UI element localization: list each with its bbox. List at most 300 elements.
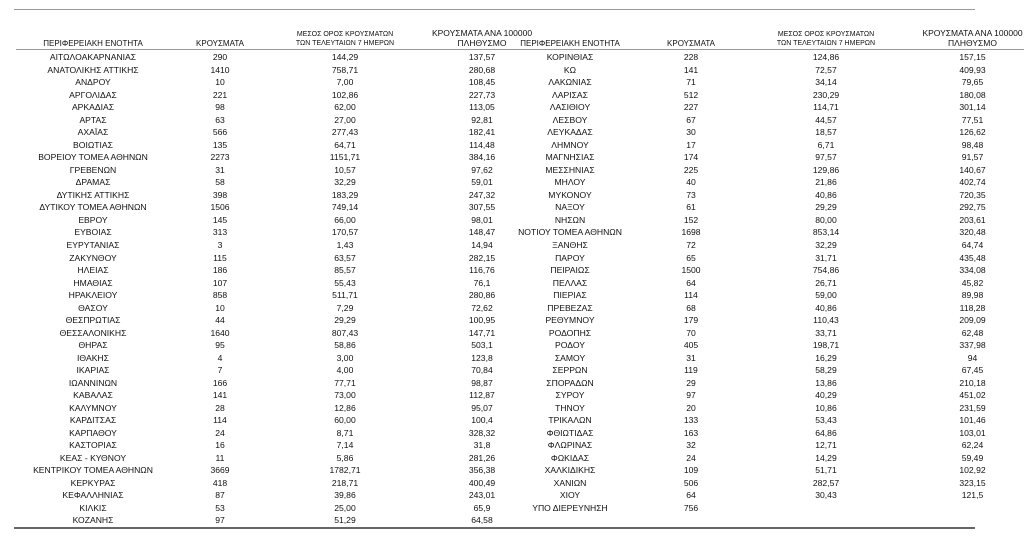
avg7-cell: 18,57: [815, 127, 837, 138]
table-row: [500, 251, 1024, 264]
avg7-cell: 758,71: [331, 64, 359, 75]
region-cell: ΕΥΡΥΤΑΝΙΑΣ: [66, 239, 120, 250]
region-cell: ΦΛΩΡΙΝΑΣ: [547, 440, 593, 451]
table-row: [500, 351, 1024, 364]
region-cell: ΒΟΙΩΤΙΑΣ: [73, 139, 113, 150]
cases-header: ΚΡΟΥΣΜΑΤΑ: [196, 39, 244, 48]
table-row: [500, 401, 1024, 414]
cases-cell: 115: [213, 252, 227, 263]
per100k-cell: 140,67: [959, 164, 986, 175]
per100k-cell: 227,73: [468, 89, 496, 100]
region-cell: ΚΑΒΑΛΑΣ: [73, 390, 113, 401]
cases-cell: 1410: [210, 64, 230, 75]
table-row: [16, 439, 544, 452]
region-cell: ΜΕΣΣΗΝΙΑΣ: [545, 164, 595, 175]
table-row: [16, 276, 544, 289]
region-cell: ΗΜΑΘΙΑΣ: [73, 277, 113, 288]
per100k-cell: 76,1: [473, 277, 491, 288]
cases-cell: 71: [686, 77, 696, 88]
table-row: [16, 164, 544, 177]
table-row: [16, 101, 544, 114]
avg7-cell: 64,71: [334, 139, 356, 150]
per100k-cell: 503,1: [471, 340, 493, 351]
avg7-cell: 64,86: [815, 427, 837, 438]
avg7-cell: 40,86: [815, 189, 837, 200]
table-row: [16, 201, 544, 214]
avg7-cell: 53,43: [815, 415, 837, 426]
avg7-cell: 26,71: [815, 277, 837, 288]
table-row: [16, 189, 544, 202]
avg7-cell: 110,43: [813, 315, 839, 326]
per100k-cell: 113,05: [469, 102, 495, 113]
cases-cell: 11: [215, 452, 225, 463]
cases-cell: 109: [683, 465, 699, 476]
per100k-header: [910, 29, 1024, 48]
table-row: [500, 326, 1024, 339]
cases-cell: 145: [212, 214, 228, 225]
region-cell: ΛΑΚΩΝΙΑΣ: [548, 77, 592, 88]
per100k-cell: 65,9: [473, 502, 491, 513]
avg7-cell: 40,29: [815, 390, 837, 401]
table-row: [500, 126, 1024, 139]
table-row: [500, 502, 1024, 515]
table-row: [500, 439, 1024, 452]
region-cell: ΝΗΣΩΝ: [554, 214, 586, 225]
table-row: [16, 226, 544, 239]
per100k-cell: 356,38: [468, 465, 496, 476]
avg7-cell: 5,86: [336, 452, 354, 463]
avg7-cell: 40,86: [815, 302, 837, 313]
cases-cell: 64: [686, 277, 696, 288]
avg7-cell: 51,29: [334, 515, 356, 526]
table-row: [500, 76, 1024, 89]
region-cell: ΛΕΥΚΑΔΑΣ: [547, 127, 593, 138]
cases-cell: 141: [683, 64, 699, 75]
region-cell: ΚΟΖΑΝΗΣ: [72, 515, 114, 526]
table-row: [500, 189, 1024, 202]
region-cell: ΣΠΟΡΑΔΩΝ: [546, 377, 594, 388]
cases-cell: 68: [686, 302, 696, 313]
region-cell: ΕΥΒΟΙΑΣ: [74, 227, 112, 238]
per100k-cell: 101,46: [959, 415, 986, 426]
cases-cell: 3669: [210, 465, 230, 476]
region-cell: ΔΥΤΙΚΟΥ ΤΟΜΕΑ ΑΘΗΝΩΝ: [39, 202, 147, 213]
per100k-cell: 14,94: [471, 239, 493, 250]
table-row: [16, 214, 544, 227]
per100k-cell: 89,98: [961, 290, 984, 301]
cases-cell: 30: [686, 127, 696, 138]
avg7-cell: 31,71: [815, 252, 837, 263]
region-cell: ΣΕΡΡΩΝ: [552, 365, 588, 376]
table-row: [16, 502, 544, 515]
table-row: [16, 314, 544, 327]
avg7-cell: 282,57: [812, 477, 840, 488]
per100k-cell: 334,08: [959, 265, 986, 276]
left-rows: [16, 51, 544, 527]
table-row: [500, 89, 1024, 102]
per100k-cell: 112,87: [469, 390, 495, 401]
per100k-cell: 98,87: [471, 377, 493, 388]
cases-cell: 119: [684, 365, 698, 376]
table-row: [500, 289, 1024, 302]
cases-cell: 70: [686, 327, 696, 338]
per100k-cell: 137,57: [468, 52, 496, 63]
region-cell: ΚΑΣΤΟΡΙΑΣ: [69, 440, 117, 451]
table-row: [500, 276, 1024, 289]
region-cell: ΚΙΛΚΙΣ: [79, 502, 107, 513]
per100k-cell: 79,65: [961, 77, 984, 88]
per100k-cell: 77,51: [961, 114, 984, 125]
table-row: [500, 314, 1024, 327]
region-cell: ΙΩΑΝΝΙΝΩΝ: [68, 377, 118, 388]
cases-cell: 17: [686, 139, 696, 150]
region-cell: ΡΟΔΟΠΗΣ: [548, 327, 592, 338]
avg7-cell: 73,00: [334, 390, 356, 401]
per100k-cell: 72,62: [471, 302, 493, 313]
region-cell: ΛΑΡΙΣΑΣ: [552, 89, 588, 100]
avg7-cell: 749,14: [331, 202, 359, 213]
cases-cell: 506: [683, 477, 699, 488]
cases-cell: 44: [215, 315, 225, 326]
per100k-cell: 337,98: [959, 340, 986, 351]
avg7-cell: 807,43: [331, 327, 359, 338]
cases-cell: 133: [683, 415, 699, 426]
right-rows: [500, 51, 1024, 514]
cases-cell: 31: [686, 352, 696, 363]
per100k-cell: 98,01: [471, 214, 493, 225]
per100k-header-line1: ΚΡΟΥΣΜΑΤΑ ΑΝΑ 100000: [431, 28, 533, 38]
per100k-cell: 384,16: [468, 152, 496, 163]
cases-cell: 1506: [210, 202, 230, 213]
region-cell: ΑΡΚΑΔΙΑΣ: [71, 102, 115, 113]
region-cell: ΑΡΓΟΛΙΔΑΣ: [69, 89, 117, 100]
region-cell: ΧΑΛΚΙΔΙΚΗΣ: [544, 465, 596, 476]
avg7-cell: 6,71: [817, 139, 835, 150]
cases-cell: 16: [215, 440, 225, 451]
right-table-header: [500, 22, 1024, 48]
avg7-header-line1: ΜΕΣΟΣ ΟΡΟΣ ΚΡΟΥΣΜΑΤΩΝ: [777, 31, 875, 38]
per100k-cell: 123,8: [471, 352, 493, 363]
cases-cell: 53: [215, 502, 225, 513]
per100k-cell: 231,59: [959, 402, 986, 413]
avg7-cell: 853,14: [812, 227, 840, 238]
region-cell: ΑΡΤΑΣ: [79, 114, 107, 125]
avg7-cell: 3,00: [336, 352, 354, 363]
region-cell: ΒΟΡΕΙΟΥ ΤΟΜΕΑ ΑΘΗΝΩΝ: [38, 152, 148, 163]
cases-cell: 405: [683, 340, 699, 351]
region-cell: ΘΕΣΣΑΛΟΝΙΚΗΣ: [59, 327, 127, 338]
avg7-header: [270, 31, 420, 48]
region-cell: ΜΗΛΟΥ: [554, 177, 586, 188]
cases-cell: 10: [215, 302, 225, 313]
region-cell: ΘΑΣΟΥ: [78, 302, 108, 313]
avg7-cell: 16,29: [815, 352, 837, 363]
table-row: [500, 264, 1024, 277]
per100k-cell: 70,84: [471, 365, 493, 376]
per100k-cell: 92,81: [471, 114, 493, 125]
avg7-cell: 7,00: [336, 77, 354, 88]
cases-cell: 166: [212, 377, 228, 388]
region-cell: ΕΒΡΟΥ: [78, 214, 108, 225]
avg7-cell: 62,00: [334, 102, 356, 113]
region-cell: ΑΙΤΩΛΟΑΚΑΡΝΑΝΙΑΣ: [49, 52, 137, 63]
table-row: [16, 351, 544, 364]
avg7-cell: 10,86: [815, 402, 837, 413]
cases-cell: 95: [215, 340, 225, 351]
table-row: [16, 326, 544, 339]
avg7-cell: 183,29: [331, 189, 359, 200]
per100k-cell: 157,15: [959, 52, 986, 63]
table-row: [500, 151, 1024, 164]
avg7-cell: 13,86: [815, 377, 837, 388]
table-row: [16, 289, 544, 302]
per100k-cell: 98,48: [961, 139, 984, 150]
per100k-cell: 102,92: [959, 465, 986, 476]
avg7-cell: 124,86: [812, 52, 840, 63]
avg7-cell: 12,86: [334, 402, 356, 413]
avg7-cell: 59,00: [815, 290, 837, 301]
avg7-cell: 14,29: [815, 452, 837, 463]
per100k-cell: 95,07: [471, 402, 493, 413]
table-row: [16, 414, 544, 427]
region-cell: ΚΑΡΠΑΘΟΥ: [69, 427, 117, 438]
avg7-cell: 72,57: [815, 64, 837, 75]
avg7-cell: 8,71: [336, 427, 354, 438]
cases-cell: 67: [686, 114, 696, 125]
region-cell: ΛΑΣΙΘΙΟΥ: [549, 102, 591, 113]
table-row: [500, 489, 1024, 502]
region-cell: ΑΝΔΡΟΥ: [75, 77, 111, 88]
per100k-cell: 118,28: [959, 302, 986, 313]
per100k-cell: 292,75: [959, 202, 986, 213]
cases-cell: 566: [212, 127, 228, 138]
per100k-cell: 64,74: [961, 239, 984, 250]
per100k-cell: 126,62: [959, 127, 986, 138]
table-row: [16, 64, 544, 77]
per100k-cell: 100,95: [468, 315, 496, 326]
avg7-header-line1: ΜΕΣΟΣ ΟΡΟΣ ΚΡΟΥΣΜΑΤΩΝ: [296, 31, 394, 38]
region-cell: ΦΘΙΩΤΙΔΑΣ: [546, 427, 594, 438]
region-cell: ΝΟΤΙΟΥ ΤΟΜΕΑ ΑΘΗΝΩΝ: [518, 227, 622, 238]
per100k-cell: 59,01: [471, 177, 493, 188]
right-table: [500, 22, 1024, 514]
table-row: [16, 251, 544, 264]
left-table-header: [16, 22, 544, 48]
cases-cell: 114: [684, 290, 698, 301]
top-rule: [14, 9, 975, 10]
region-cell: ΝΑΞΟΥ: [555, 202, 585, 213]
table-row: [16, 364, 544, 377]
region-cell: ΠΕΛΛΑΣ: [552, 277, 588, 288]
avg7-cell: 511,71: [332, 290, 358, 301]
region-cell: ΑΧΑΪΑΣ: [77, 127, 109, 138]
region-cell: ΛΕΣΒΟΥ: [552, 114, 588, 125]
avg7-cell: 97,57: [815, 152, 837, 163]
table-row: [16, 239, 544, 252]
table-row: [500, 376, 1024, 389]
cases-cell: 97: [215, 515, 225, 526]
table-row: [500, 364, 1024, 377]
per100k-cell: 203,61: [959, 214, 986, 225]
cases-cell: 179: [683, 315, 699, 326]
per100k-cell: 280,86: [468, 290, 496, 301]
cases-cell: 313: [212, 227, 228, 238]
avg7-cell: 7,29: [336, 302, 354, 313]
region-cell: ΔΥΤΙΚΗΣ ΑΤΤΙΚΗΣ: [56, 189, 130, 200]
avg7-cell: 7,14: [336, 440, 354, 451]
table-row: [500, 414, 1024, 427]
avg7-cell: 144,29: [331, 52, 359, 63]
cases-cell: 10: [215, 77, 225, 88]
table-row: [500, 176, 1024, 189]
cases-cell: 225: [683, 164, 699, 175]
cases-cell: 228: [683, 52, 699, 63]
avg7-cell: 21,86: [815, 177, 837, 188]
avg7-cell: 102,86: [331, 89, 359, 100]
cases-cell: 64: [686, 490, 696, 501]
per100k-cell: 451,02: [959, 390, 986, 401]
avg7-cell: 30,43: [815, 490, 837, 501]
per100k-cell: 328,32: [468, 427, 496, 438]
table-row: [16, 452, 544, 465]
table-row: [16, 114, 544, 127]
cases-cell: 4: [217, 352, 223, 363]
avg7-cell: 58,29: [815, 365, 837, 376]
avg7-cell: 114,71: [813, 102, 839, 113]
region-cell: ΡΕΘΥΜΝΟΥ: [545, 315, 595, 326]
region-header: ΠΕΡΙΦΕΡΕΙΑΚΗ ΕΝΟΤΗΤΑ: [520, 39, 620, 48]
region-cell: ΣΥΡΟΥ: [555, 390, 585, 401]
region-cell: ΤΗΝΟΥ: [555, 402, 585, 413]
cases-cell: 31: [215, 164, 225, 175]
per100k-cell: 62,24: [961, 440, 984, 451]
per100k-cell: 409,93: [959, 64, 986, 75]
header-underline: [500, 49, 1024, 50]
avg7-cell: 1,43: [336, 239, 354, 250]
table-row: [16, 126, 544, 139]
cases-cell: 174: [683, 152, 699, 163]
per100k-cell: 209,09: [959, 315, 986, 326]
per100k-cell: 116,76: [469, 265, 495, 276]
cases-cell: 398: [212, 189, 228, 200]
cases-cell: 29: [686, 377, 696, 388]
per100k-cell: 281,26: [468, 452, 496, 463]
avg7-header-line2: ΤΩΝ ΤΕΛΕΥΤΑΙΩΝ 7 ΗΜΕΡΩΝ: [295, 39, 395, 47]
region-cell: ΘΗΡΑΣ: [78, 340, 108, 351]
region-cell: ΚΟΡΙΝΘΙΑΣ: [546, 52, 594, 63]
avg7-cell: 63,57: [334, 252, 356, 263]
region-cell: ΜΥΚΟΝΟΥ: [548, 189, 592, 200]
cases-cell: 418: [212, 477, 228, 488]
cases-cell: 2273: [210, 152, 230, 163]
per100k-cell: 402,74: [959, 177, 986, 188]
table-row: [16, 514, 544, 527]
cases-cell: 20: [686, 402, 696, 413]
table-row: [16, 389, 544, 402]
region-cell: ΚΑΛΥΜΝΟΥ: [69, 402, 117, 413]
region-cell: ΔΡΑΜΑΣ: [75, 177, 111, 188]
table-row: [500, 339, 1024, 352]
cases-cell: 1500: [681, 265, 701, 276]
cases-cell: 28: [215, 402, 225, 413]
per100k-cell: 435,48: [959, 252, 986, 263]
avg7-cell: 230,29: [812, 89, 840, 100]
cases-cell: 107: [212, 277, 228, 288]
table-row: [16, 264, 544, 277]
per100k-cell: 148,47: [468, 227, 496, 238]
cases-cell: 7: [217, 365, 223, 376]
table-row: [500, 114, 1024, 127]
per100k-header-line2: ΠΛΗΘΥΣΜΟ: [457, 37, 507, 48]
cases-cell: 87: [215, 490, 225, 501]
region-cell: ΘΕΣΠΡΩΤΙΑΣ: [65, 315, 121, 326]
per100k-cell: 147,71: [468, 327, 496, 338]
table-row: [500, 301, 1024, 314]
table-row: [16, 401, 544, 414]
cases-cell: 141: [212, 390, 228, 401]
per100k-cell: 243,01: [468, 490, 496, 501]
per100k-cell: 45,82: [961, 277, 984, 288]
region-cell: ΣΑΜΟΥ: [554, 352, 586, 363]
per100k-cell: 400,49: [468, 477, 496, 488]
per100k-cell: 91,57: [961, 152, 984, 163]
cases-cell: 114: [213, 415, 227, 426]
table-row: [500, 164, 1024, 177]
table-row: [16, 139, 544, 152]
cases-cell: 1698: [681, 227, 701, 238]
cases-cell: 24: [686, 452, 696, 463]
table-row: [16, 464, 544, 477]
cases-cell: 58: [215, 177, 225, 188]
avg7-header: [742, 31, 910, 48]
cases-cell: 135: [212, 139, 228, 150]
table-row: [16, 426, 544, 439]
table-row: [16, 89, 544, 102]
avg7-cell: 77,71: [334, 377, 356, 388]
avg7-cell: 34,14: [815, 77, 837, 88]
cases-cell: 290: [212, 52, 228, 63]
cases-cell: 163: [683, 427, 699, 438]
table-row: [500, 64, 1024, 77]
region-cell: ΚΕΡΚΥΡΑΣ: [70, 477, 116, 488]
left-table: [16, 22, 544, 527]
table-row: [500, 101, 1024, 114]
region-cell: ΤΡΙΚΑΛΩΝ: [548, 415, 592, 426]
table-row: [16, 176, 544, 189]
per100k-cell: 108,45: [468, 77, 496, 88]
avg7-cell: 198,71: [812, 340, 840, 351]
per100k-cell: 31,8: [473, 440, 491, 451]
cases-cell: 97: [686, 390, 696, 401]
per100k-cell: 62,48: [961, 327, 984, 338]
region-cell: ΑΝΑΤΟΛΙΚΗΣ ΑΤΤΙΚΗΣ: [47, 64, 139, 75]
avg7-cell: 32,29: [334, 177, 356, 188]
region-cell: ΙΚΑΡΙΑΣ: [76, 365, 110, 376]
region-cell: ΚΕΦΑΛΛΗΝΙΑΣ: [62, 490, 124, 501]
region-cell: ΧΙΟΥ: [559, 490, 581, 501]
bottom-rule: [14, 527, 975, 529]
per100k-cell: 100,4: [471, 415, 493, 426]
per100k-cell: 323,15: [959, 477, 986, 488]
region-cell: ΥΠΟ ΔΙΕΡΕΥΝΗΣΗ: [532, 502, 608, 513]
per100k-cell: 280,68: [468, 64, 496, 75]
table-row: [16, 477, 544, 490]
cases-cell: 24: [215, 427, 225, 438]
cases-cell: 756: [683, 502, 699, 513]
region-cell: ΓΡΕΒΕΝΩΝ: [69, 164, 117, 175]
per100k-cell: 64,58: [471, 515, 493, 526]
region-cell: ΦΩΚΙΔΑΣ: [550, 452, 590, 463]
